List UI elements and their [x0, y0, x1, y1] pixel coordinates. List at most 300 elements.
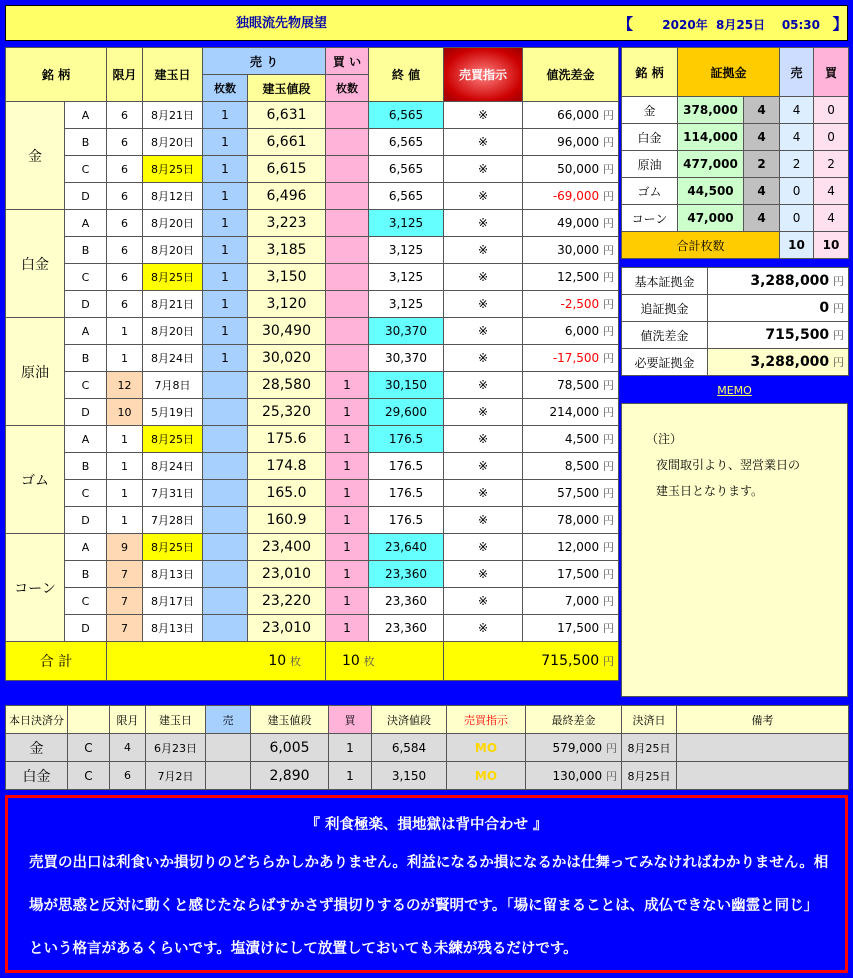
memo-line-1: （注）	[646, 432, 683, 446]
summary-mult: 2	[744, 151, 780, 178]
sell-qty-cell: 1	[203, 156, 248, 183]
instruction-cell: ※	[444, 561, 523, 588]
entry-price-cell: 6,496	[248, 183, 326, 210]
summary-sell: 4	[780, 124, 814, 151]
tategyokubi-cell: 8月24日	[143, 345, 203, 372]
margin-value: 3,288,000	[750, 354, 830, 370]
entry-price-cell: 30,490	[248, 318, 326, 345]
settled-note	[677, 762, 849, 790]
col-nesen: 値洗差金	[523, 48, 619, 102]
yen-unit: 円	[603, 217, 614, 230]
summary-mult: 4	[744, 97, 780, 124]
summary-name: ゴム	[622, 178, 678, 205]
instruction-cell: ※	[444, 264, 523, 291]
instruction-cell: ※	[444, 210, 523, 237]
entry-price-cell: 3,185	[248, 237, 326, 264]
nesen-cell	[523, 237, 619, 264]
close-price-cell: 176.5	[369, 507, 444, 534]
series-cell: A	[65, 318, 107, 345]
table-row	[6, 210, 619, 237]
settled-exit: 3,150	[372, 762, 447, 790]
nesen-cell	[523, 507, 619, 534]
gengetsu-cell: 6	[107, 129, 143, 156]
nesen-value: 17,500	[557, 621, 600, 635]
settled-series: C	[68, 762, 110, 790]
close-price-cell: 3,125	[369, 291, 444, 318]
entry-price-cell: 6,615	[248, 156, 326, 183]
memo-header[interactable]: MEMO	[621, 379, 848, 403]
close-price-cell: 30,370	[369, 318, 444, 345]
series-cell: C	[65, 264, 107, 291]
nesen-cell	[523, 345, 619, 372]
entry-price-cell: 175.6	[248, 426, 326, 453]
yen-unit: 円	[603, 163, 614, 176]
date-display	[618, 6, 848, 42]
tategyokubi-cell: 8月20日	[143, 237, 203, 264]
settled-row	[6, 762, 849, 790]
col-kai: 買 い	[326, 48, 369, 75]
yen-unit: 円	[833, 275, 844, 288]
group-name: 金	[6, 102, 65, 210]
tategyokubi-cell: 8月25日	[143, 534, 203, 561]
series-cell: B	[65, 453, 107, 480]
settled-row	[6, 734, 849, 762]
table-row	[6, 534, 619, 561]
summary-row	[622, 205, 849, 232]
table-row	[6, 399, 619, 426]
table-row	[6, 345, 619, 372]
summary-mult: 4	[744, 124, 780, 151]
entry-price-cell: 6,661	[248, 129, 326, 156]
table-row	[6, 291, 619, 318]
series-cell: D	[65, 507, 107, 534]
table-row	[6, 480, 619, 507]
col-uri: 売 り	[203, 48, 326, 75]
nesen-value: 17,500	[557, 567, 600, 581]
sell-qty-cell: 1	[203, 318, 248, 345]
nesen-cell	[523, 588, 619, 615]
col-uri-maisu: 枚数	[203, 75, 248, 102]
yen-unit: 円	[603, 109, 614, 122]
summary-name: コーン	[622, 205, 678, 232]
buy-qty-cell: 1	[326, 426, 369, 453]
settled-name: 白金	[6, 762, 68, 790]
gengetsu-cell: 12	[107, 372, 143, 399]
nesen-value: 7,000	[564, 594, 600, 608]
yen-unit: 円	[603, 541, 614, 554]
margin-value-cell	[708, 322, 849, 349]
totals-label: 合 計	[6, 642, 107, 681]
margin-value-cell	[708, 349, 849, 376]
margin-value-cell	[708, 268, 849, 295]
sell-qty-cell	[203, 507, 248, 534]
summary-sell: 0	[780, 178, 814, 205]
nesen-cell	[523, 183, 619, 210]
series-cell: B	[65, 129, 107, 156]
sell-qty-cell: 1	[203, 345, 248, 372]
summary-sell: 2	[780, 151, 814, 178]
gengetsu-cell: 1	[107, 480, 143, 507]
nesen-value: 78,000	[557, 513, 600, 527]
settle-col-spacer	[68, 706, 110, 734]
summary-buy: 0	[814, 124, 849, 151]
nesen-cell	[523, 480, 619, 507]
gengetsu-cell: 6	[107, 210, 143, 237]
table-row	[6, 507, 619, 534]
yen-unit: 円	[603, 595, 614, 608]
sell-qty-cell: 1	[203, 237, 248, 264]
table-row	[6, 588, 619, 615]
instruction-cell: ※	[444, 588, 523, 615]
gengetsu-cell: 10	[107, 399, 143, 426]
tategyokubi-cell: 8月25日	[143, 156, 203, 183]
bracket-close: 】	[832, 15, 848, 33]
settled-gengetsu: 6	[110, 762, 146, 790]
nesen-value: 96,000	[557, 135, 600, 149]
table-row	[6, 264, 619, 291]
summary-buy: 4	[814, 205, 849, 232]
yen-unit: 円	[603, 190, 614, 203]
sell-qty-cell	[203, 399, 248, 426]
close-price-cell: 176.5	[369, 453, 444, 480]
yen-unit: 円	[603, 460, 614, 473]
settled-sell	[206, 734, 251, 762]
summary-row	[622, 124, 849, 151]
totals-value: 715,500	[541, 653, 600, 669]
table-row	[6, 426, 619, 453]
col-gengetsu: 限月	[107, 48, 143, 102]
tategyokubi-cell: 8月25日	[143, 264, 203, 291]
yen-unit: 円	[603, 433, 614, 446]
sell-qty-cell: 1	[203, 129, 248, 156]
tategyokubi-cell: 7月8日	[143, 372, 203, 399]
settled-buy: 1	[329, 734, 372, 762]
sell-qty-cell: 1	[203, 264, 248, 291]
memo-line-3: 建玉日となります。	[656, 484, 764, 498]
sell-qty-cell: 1	[203, 183, 248, 210]
sell-qty-cell: 1	[203, 291, 248, 318]
tategyokubi-cell: 7月28日	[143, 507, 203, 534]
nesen-value: -17,500	[552, 351, 600, 365]
date-monthday: 8月25日	[716, 18, 766, 32]
gengetsu-cell: 7	[107, 588, 143, 615]
summary-buy: 4	[814, 178, 849, 205]
close-price-cell: 176.5	[369, 480, 444, 507]
settled-value-cell	[526, 762, 622, 790]
yen-unit: 円	[603, 298, 614, 311]
series-cell: D	[65, 291, 107, 318]
settled-exit: 6,584	[372, 734, 447, 762]
instruction-cell: ※	[444, 399, 523, 426]
nesen-cell	[523, 210, 619, 237]
nesen-cell	[523, 102, 619, 129]
entry-price-cell: 23,400	[248, 534, 326, 561]
instruction-cell: ※	[444, 507, 523, 534]
gengetsu-cell: 6	[107, 102, 143, 129]
close-price-cell: 23,640	[369, 534, 444, 561]
nesen-cell	[523, 426, 619, 453]
yen-unit: 円	[603, 379, 614, 392]
buy-qty-cell	[326, 237, 369, 264]
nesen-value: 214,000	[549, 405, 600, 419]
tategyokubi-cell: 8月21日	[143, 102, 203, 129]
settled-note	[677, 734, 849, 762]
table-row	[6, 237, 619, 264]
buy-qty-cell: 1	[326, 372, 369, 399]
date-time: 05:30	[781, 18, 821, 32]
sell-qty-cell	[203, 372, 248, 399]
buy-qty-cell	[326, 129, 369, 156]
buy-qty-cell	[326, 291, 369, 318]
series-cell: D	[65, 183, 107, 210]
series-cell: D	[65, 399, 107, 426]
yen-unit: 円	[603, 622, 614, 635]
nesen-value: 78,500	[557, 378, 600, 392]
sell-qty-cell	[203, 426, 248, 453]
gengetsu-cell: 1	[107, 453, 143, 480]
settle-col-gengetsu: 限月	[110, 706, 146, 734]
summary-mult: 4	[744, 178, 780, 205]
tategyokubi-cell: 8月13日	[143, 615, 203, 642]
yen-unit: 円	[606, 741, 617, 755]
table-row	[6, 102, 619, 129]
yen-unit: 円	[603, 136, 614, 149]
buy-qty-cell	[326, 156, 369, 183]
settled-series: C	[68, 734, 110, 762]
gengetsu-cell: 1	[107, 345, 143, 372]
yen-unit: 円	[603, 352, 614, 365]
yen-unit: 円	[833, 356, 844, 369]
nesen-cell	[523, 453, 619, 480]
settled-date: 8月25日	[622, 762, 677, 790]
series-cell: B	[65, 237, 107, 264]
summary-total-label: 合計枚数	[622, 232, 780, 259]
buy-qty-cell	[326, 318, 369, 345]
margin-value: 715,500	[765, 327, 830, 343]
close-price-cell: 30,370	[369, 345, 444, 372]
sell-qty-cell: 1	[203, 210, 248, 237]
summary-row	[622, 178, 849, 205]
series-cell: A	[65, 210, 107, 237]
series-cell: A	[65, 426, 107, 453]
entry-price-cell: 3,120	[248, 291, 326, 318]
mai-unit: 枚	[290, 655, 301, 668]
group-name: コーン	[6, 534, 65, 642]
margin-label: 値洗差金	[622, 322, 708, 349]
summary-amount: 477,000	[678, 151, 744, 178]
margin-label: 必要証拠金	[622, 349, 708, 376]
settled-entry: 6,005	[251, 734, 329, 762]
nesen-value: 12,500	[557, 270, 600, 284]
bracket-open: 【	[618, 15, 634, 33]
summary-name: 金	[622, 97, 678, 124]
settled-value: 130,000	[552, 768, 603, 783]
instruction-cell: ※	[444, 615, 523, 642]
nesen-cell	[523, 372, 619, 399]
tategyokubi-cell: 8月24日	[143, 453, 203, 480]
summary-name: 白金	[622, 124, 678, 151]
nesen-cell	[523, 318, 619, 345]
settle-col-biko: 備考	[677, 706, 849, 734]
instruction-cell: ※	[444, 345, 523, 372]
instruction-cell: ※	[444, 534, 523, 561]
buy-qty-cell	[326, 102, 369, 129]
buy-qty-cell: 1	[326, 480, 369, 507]
entry-price-cell: 25,320	[248, 399, 326, 426]
buy-qty-cell: 1	[326, 534, 369, 561]
table-row	[6, 156, 619, 183]
series-cell: C	[65, 480, 107, 507]
sum-col-uri: 売	[780, 48, 814, 97]
memo-line-2: 夜間取引より、翌営業日の	[656, 458, 801, 472]
nesen-value: 8,500	[564, 459, 600, 473]
gengetsu-cell: 1	[107, 507, 143, 534]
margin-value: 3,288,000	[750, 273, 830, 289]
series-cell: B	[65, 345, 107, 372]
settled-gengetsu: 4	[110, 734, 146, 762]
close-price-cell: 29,600	[369, 399, 444, 426]
yen-unit: 円	[833, 302, 844, 315]
col-owarine: 終 値	[369, 48, 444, 102]
memo-box	[621, 403, 848, 697]
summary-row	[622, 97, 849, 124]
buy-qty-cell	[326, 183, 369, 210]
yen-unit: 円	[603, 244, 614, 257]
tategyokubi-cell: 5月19日	[143, 399, 203, 426]
tategyokubi-cell: 8月20日	[143, 210, 203, 237]
close-price-cell: 3,125	[369, 264, 444, 291]
col-meigara: 銘 柄	[6, 48, 107, 102]
sell-qty-cell	[203, 561, 248, 588]
margin-row	[622, 295, 849, 322]
summary-total-row	[622, 232, 849, 259]
series-cell: A	[65, 534, 107, 561]
close-price-cell: 176.5	[369, 426, 444, 453]
settled-tategyokubi: 6月23日	[146, 734, 206, 762]
nesen-value: 66,000	[557, 108, 600, 122]
close-price-cell: 23,360	[369, 561, 444, 588]
col-baibai: 売買指示	[444, 48, 523, 102]
table-row	[6, 615, 619, 642]
summary-amount: 378,000	[678, 97, 744, 124]
settle-col-label: 本日決済分	[6, 706, 68, 734]
quote-box	[5, 795, 848, 973]
settled-table	[5, 705, 849, 790]
buy-qty-cell: 1	[326, 561, 369, 588]
instruction-cell: ※	[444, 183, 523, 210]
entry-price-cell: 23,220	[248, 588, 326, 615]
summary-total-buy: 10	[814, 232, 849, 259]
summary-amount: 114,000	[678, 124, 744, 151]
positions-table	[5, 47, 619, 681]
yen-unit: 円	[833, 329, 844, 342]
series-cell: C	[65, 588, 107, 615]
margin-summary-table	[621, 47, 849, 259]
tategyokubi-cell: 8月21日	[143, 291, 203, 318]
yen-unit: 円	[603, 568, 614, 581]
totals-row	[6, 642, 619, 681]
entry-price-cell: 23,010	[248, 561, 326, 588]
close-price-cell: 23,360	[369, 615, 444, 642]
table-row	[6, 318, 619, 345]
settle-col-uri: 売	[206, 706, 251, 734]
yen-unit: 円	[603, 655, 614, 668]
settled-value-cell	[526, 734, 622, 762]
col-tategyoku-nedan: 建玉値段	[248, 75, 326, 102]
margin-totals-table	[621, 267, 849, 376]
instruction-cell: ※	[444, 156, 523, 183]
totals-value-cell	[444, 642, 619, 681]
totals-buy-cell	[326, 642, 444, 681]
margin-label: 追証拠金	[622, 295, 708, 322]
sum-col-kai: 買	[814, 48, 849, 97]
settle-col-tategyoku-nedan: 建玉値段	[251, 706, 329, 734]
summary-row	[622, 151, 849, 178]
mai-unit: 枚	[363, 655, 375, 668]
sell-qty-cell	[203, 453, 248, 480]
nesen-value: 12,000	[557, 540, 600, 554]
totals-sell-cell	[107, 642, 326, 681]
sum-col-shokokin: 証拠金	[678, 48, 780, 97]
buy-qty-cell: 1	[326, 507, 369, 534]
nesen-cell	[523, 399, 619, 426]
table-row	[6, 129, 619, 156]
group-name: 原油	[6, 318, 65, 426]
settle-col-kai: 買	[329, 706, 372, 734]
series-cell: D	[65, 615, 107, 642]
yen-unit: 円	[603, 406, 614, 419]
table-row	[6, 561, 619, 588]
gengetsu-cell: 6	[107, 291, 143, 318]
margin-label: 基本証拠金	[622, 268, 708, 295]
margin-value: 0	[819, 300, 830, 316]
sell-qty-cell	[203, 534, 248, 561]
nesen-value: 4,500	[564, 432, 600, 446]
margin-row	[622, 268, 849, 295]
summary-amount: 44,500	[678, 178, 744, 205]
close-price-cell: 3,125	[369, 237, 444, 264]
settled-instruction: MO	[447, 734, 526, 762]
summary-sell: 4	[780, 97, 814, 124]
nesen-cell	[523, 615, 619, 642]
nesen-value: 30,000	[557, 243, 600, 257]
gengetsu-cell: 6	[107, 237, 143, 264]
settle-col-tategyokubi: 建玉日	[146, 706, 206, 734]
tategyokubi-cell: 8月20日	[143, 318, 203, 345]
date-year: 2020年	[662, 18, 708, 32]
col-kai-maisu: 枚数	[326, 75, 369, 102]
nesen-cell	[523, 561, 619, 588]
margin-value-cell	[708, 295, 849, 322]
summary-mult: 4	[744, 205, 780, 232]
series-cell: C	[65, 156, 107, 183]
table-row	[6, 183, 619, 210]
gengetsu-cell: 9	[107, 534, 143, 561]
gengetsu-cell: 1	[107, 426, 143, 453]
settled-buy: 1	[329, 762, 372, 790]
instruction-cell: ※	[444, 291, 523, 318]
buy-qty-cell	[326, 345, 369, 372]
sell-qty-cell: 1	[203, 102, 248, 129]
group-name: 白金	[6, 210, 65, 318]
settled-instruction: MO	[447, 762, 526, 790]
settled-name: 金	[6, 734, 68, 762]
gengetsu-cell: 7	[107, 561, 143, 588]
entry-price-cell: 23,010	[248, 615, 326, 642]
buy-qty-cell: 1	[326, 615, 369, 642]
settle-col-baibai: 売買指示	[447, 706, 526, 734]
buy-qty-cell: 1	[326, 453, 369, 480]
